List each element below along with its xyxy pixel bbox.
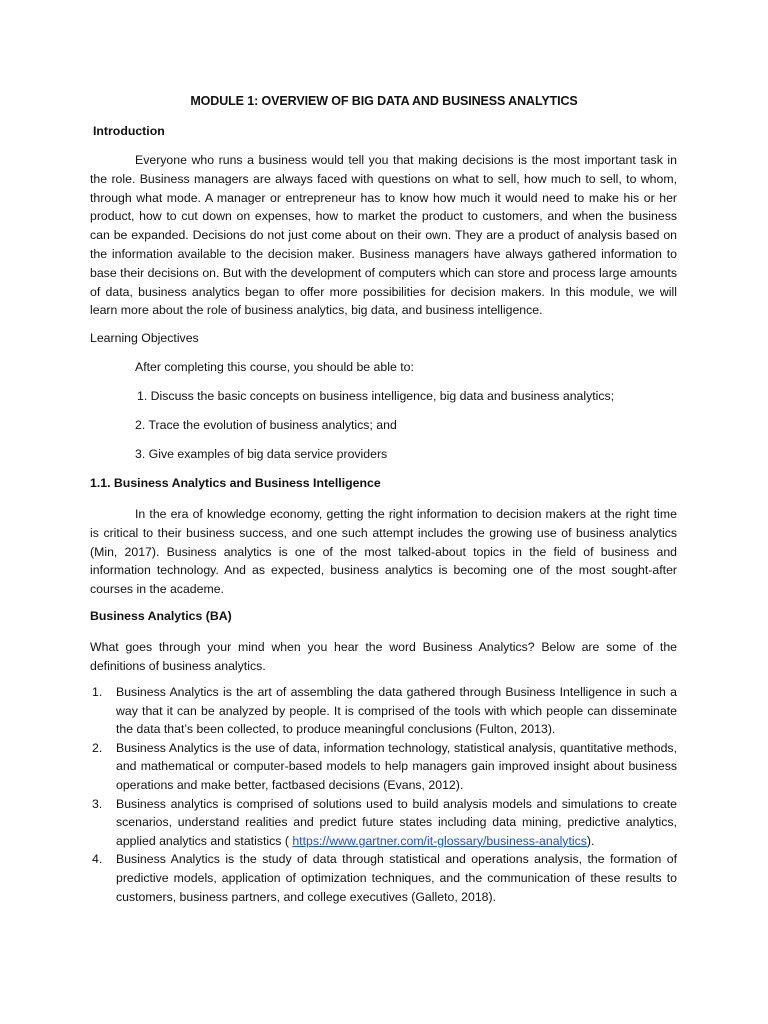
objective-item-3: 3. Give examples of big data service providers — [135, 447, 388, 461]
introduction-paragraph: Everyone who runs a business would tell you that making decisions is the most important task in the role. Business managers are always faced with questions on what to sell, how much to sell, to whom, through what mode. A manager or entrepreneur has to know how much it would need to make his or her product, how to cut down on expenses, how to market the product to customers, and when the business can be expanded. Decisions do not just come about on their own. They are a product of analysis based on the information available to the decision maker. Business managers have always gathered information to base their decisions on. But with the development of computers which can store and process large amounts of data, business analytics began to offer more possibilities for decision makers. In this module, we will learn more about the role of business analytics, big data, and business intelligence. — [90, 153, 677, 318]
definition-item — [90, 683, 677, 739]
definition-text: Business Analytics is the use of data, information technology, statistical analysis, quantitative methods, and mathematical or computer-based models to help managers gain improved insight about business operations and make better, factbased decisions (Evans, 2012). — [116, 740, 677, 792]
definition-item — [90, 739, 677, 795]
gartner-link[interactable]: https://www.gartner.com/it-glossary/business-analytics — [292, 833, 587, 848]
objective-item-2: 2. Trace the evolution of business analytics; and — [135, 418, 397, 432]
definition-number: 2. — [92, 740, 103, 755]
definition-text: Business analytics is comprised of solutions used to build analysis models and simulations to create scenarios, understand realities and predict future states including data mining, predictive analytics, applied analytics and statistics ( — [116, 796, 677, 848]
introduction-heading: Introduction — [93, 124, 165, 138]
definitions-list — [90, 683, 677, 906]
definition-item — [90, 850, 677, 906]
module-title: MODULE 1: OVERVIEW OF BIG DATA AND BUSINESS ANALYTICS — [190, 94, 578, 108]
business-analytics-paragraph: What goes through your mind when you hear the word Business Analytics? Below are some of the definitions of business analytics. — [90, 640, 677, 673]
definition-number: 4. — [92, 852, 103, 867]
definition-item — [90, 795, 677, 851]
definition-text: Business Analytics is the art of assembling the data gathered through Business Intelligence in such a way that it can be analyzed by people. It is comprised of the tools with which people can disseminate the data that’s been collected, to produce meaningful conclusions (Fulton, 2013). — [116, 685, 677, 737]
learning-objectives-heading: Learning Objectives — [90, 331, 199, 345]
definition-text: Business Analytics is the study of data through statistical and operations analysis, the formation of predictive models, application of optimization techniques, and the communication of these results to customers, business partners, and college executives (Galleto, 2018). — [116, 852, 677, 904]
definition-text-end: ). — [586, 833, 595, 848]
definition-number: 1. — [92, 685, 103, 699]
section-1-1-heading: 1.1. Business Analytics and Business Intelligence — [90, 476, 381, 490]
definition-number: 3. — [92, 796, 103, 811]
learning-objectives-intro: After completing this course, you should be able to: — [135, 360, 414, 374]
objective-item-1: 1. Discuss the basic concepts on business intelligence, big data and business analytics; — [137, 389, 615, 403]
section-1-1-paragraph: In the era of knowledge economy, getting the right information to decision makers at the right time is critical to their business success, and one such attempt includes the growing use of business analytics (Min, 2017). Business analytics is one of the most talked-about topics in the field of business and information technology. And as expected, business analytics is becoming one of the most sought-after courses in the academe. — [90, 507, 677, 597]
business-analytics-heading: Business Analytics (BA) — [90, 609, 232, 623]
